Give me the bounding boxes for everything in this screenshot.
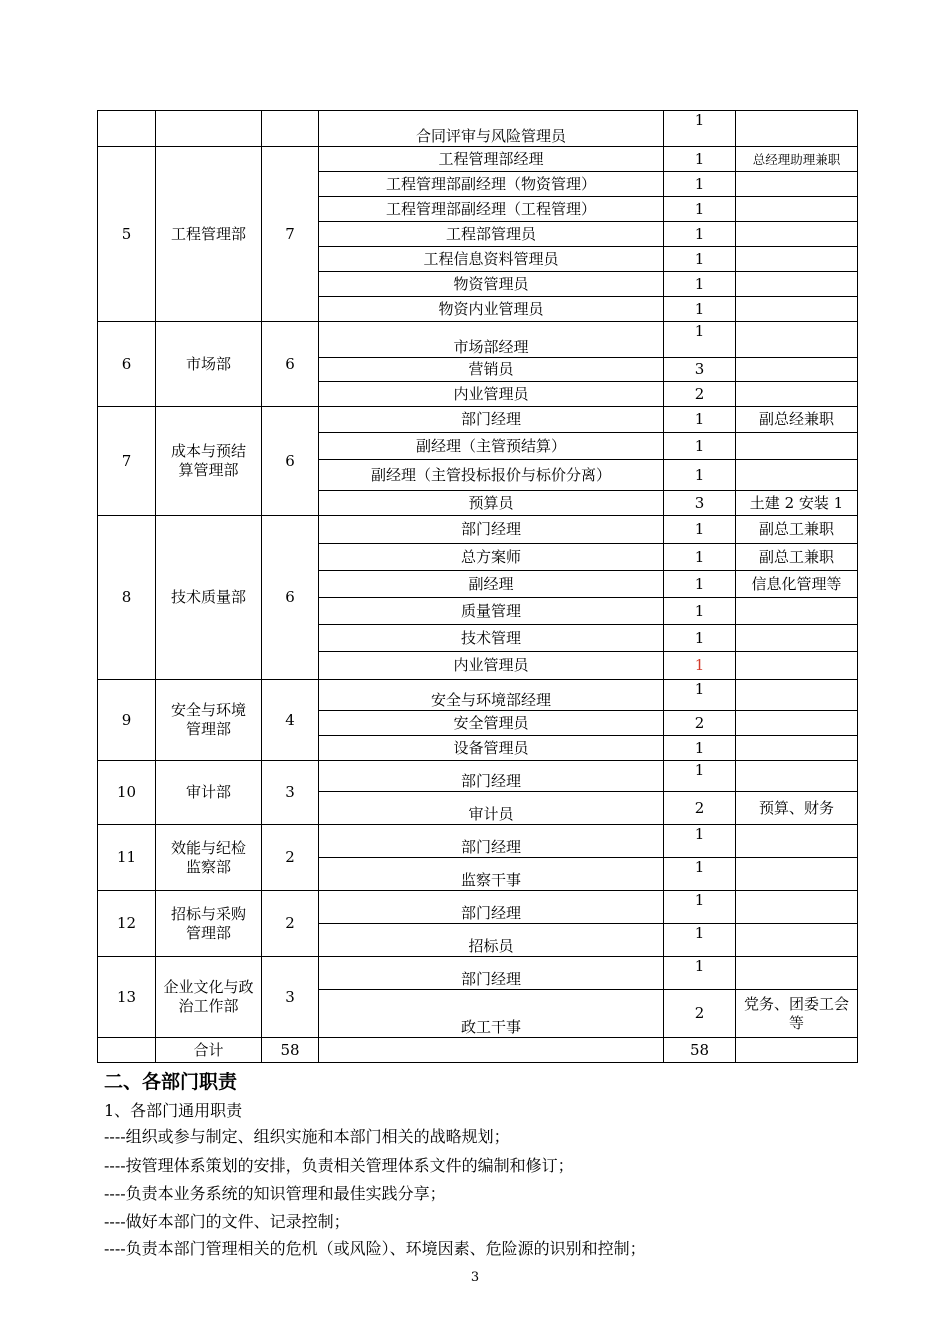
position-name: 总方案师	[319, 544, 664, 571]
position-count: 1	[664, 433, 736, 460]
position-name: 招标员	[319, 924, 664, 957]
dept-number: 10	[98, 761, 156, 825]
position-count: 1	[664, 147, 736, 172]
dept-name: 工程管理部	[156, 147, 262, 322]
position-note	[736, 957, 858, 990]
dept-total	[262, 111, 319, 147]
summary-label: 合计	[156, 1038, 262, 1063]
position-note	[736, 247, 858, 272]
position-count: 1	[664, 924, 736, 957]
position-note	[736, 111, 858, 147]
position-name: 副经理（主管投标报价与标价分离）	[319, 460, 664, 491]
position-note: 预算、财务	[736, 792, 858, 825]
position-name: 部门经理	[319, 825, 664, 858]
position-name: 工程管理部经理	[319, 147, 664, 172]
position-count: 1	[664, 957, 736, 990]
position-name: 工程管理部副经理（物资管理）	[319, 172, 664, 197]
position-note	[736, 358, 858, 382]
position-count: 1	[664, 625, 736, 652]
page-number: 3	[470, 1270, 480, 1285]
position-name: 合同评审与风险管理员	[319, 111, 664, 147]
position-note	[736, 197, 858, 222]
summary-spacer	[98, 1038, 156, 1063]
position-name: 质量管理	[319, 598, 664, 625]
dept-number: 6	[98, 322, 156, 407]
position-note	[736, 297, 858, 322]
position-name: 内业管理员	[319, 652, 664, 680]
position-count: 1	[664, 111, 736, 147]
position-count: 3	[664, 491, 736, 516]
dept-number: 8	[98, 516, 156, 680]
dept-number: 13	[98, 957, 156, 1038]
dept-total: 3	[262, 761, 319, 825]
position-name: 营销员	[319, 358, 664, 382]
dept-total: 7	[262, 147, 319, 322]
position-note	[736, 680, 858, 711]
dept-name: 效能与纪检监察部	[156, 825, 262, 891]
position-count: 2	[664, 792, 736, 825]
dept-number: 7	[98, 407, 156, 516]
duty-item: ----负责本业务系统的知识管理和最佳实践分享；	[104, 1184, 446, 1203]
position-note	[736, 382, 858, 407]
position-note	[736, 172, 858, 197]
dept-total: 4	[262, 680, 319, 761]
position-note: 党务、团委工会等	[736, 990, 858, 1038]
position-count: 1	[664, 736, 736, 761]
position-note	[736, 222, 858, 247]
table-row	[98, 825, 858, 858]
position-name: 审计员	[319, 792, 664, 825]
dept-number: 5	[98, 147, 156, 322]
dept-name: 安全与环境管理部	[156, 680, 262, 761]
position-count: 2	[664, 382, 736, 407]
position-note	[736, 891, 858, 924]
position-count: 1	[664, 891, 736, 924]
position-count: 1	[664, 322, 736, 358]
position-count: 1	[664, 544, 736, 571]
dept-name: 审计部	[156, 761, 262, 825]
position-count: 3	[664, 358, 736, 382]
table-row	[98, 957, 858, 990]
dept-total: 2	[262, 891, 319, 957]
position-name: 安全与环境部经理	[319, 680, 664, 711]
duty-item: ----组织或参与制定、组织实施和本部门相关的战略规划；	[104, 1127, 510, 1146]
position-count: 2	[664, 711, 736, 736]
duty-item: ----负责本部门管理相关的危机（或风险）、环境因素、危险源的识别和控制；	[104, 1239, 646, 1258]
subsection-title: 1、各部门通用职责	[104, 1101, 243, 1120]
position-note: 副总工兼职	[736, 516, 858, 544]
position-name: 安全管理员	[319, 711, 664, 736]
dept-total: 6	[262, 516, 319, 680]
position-name: 市场部经理	[319, 322, 664, 358]
dept-number	[98, 111, 156, 147]
position-note	[736, 460, 858, 491]
position-name: 内业管理员	[319, 382, 664, 407]
dept-total: 3	[262, 957, 319, 1038]
section-title: 二、各部门职责	[104, 1071, 238, 1093]
position-note	[736, 924, 858, 957]
position-name: 部门经理	[319, 761, 664, 792]
position-count: 1	[664, 222, 736, 247]
table-row	[98, 891, 858, 924]
summary-spacer	[319, 1038, 664, 1063]
position-name: 物资管理员	[319, 272, 664, 297]
duty-item: ----按管理体系策划的安排，负责相关管理体系文件的编制和修订；	[104, 1156, 574, 1175]
position-count: 1	[664, 680, 736, 711]
position-note	[736, 598, 858, 625]
position-name: 工程部管理员	[319, 222, 664, 247]
position-count: 1	[664, 247, 736, 272]
table-row	[98, 680, 858, 711]
position-count: 1	[664, 761, 736, 792]
dept-name: 招标与采购管理部	[156, 891, 262, 957]
position-count: 1	[664, 825, 736, 858]
position-note	[736, 625, 858, 652]
table-row	[98, 407, 858, 433]
dept-name: 技术质量部	[156, 516, 262, 680]
position-name: 副经理（主管预结算）	[319, 433, 664, 460]
table-row	[98, 111, 858, 147]
position-note: 副总经兼职	[736, 407, 858, 433]
position-count: 1	[664, 652, 736, 680]
summary-row	[98, 1038, 858, 1063]
position-note	[736, 433, 858, 460]
position-count: 1	[664, 407, 736, 433]
position-name: 物资内业管理员	[319, 297, 664, 322]
dept-name: 市场部	[156, 322, 262, 407]
dept-name: 企业文化与政治工作部	[156, 957, 262, 1038]
dept-name	[156, 111, 262, 147]
position-note	[736, 652, 858, 680]
dept-number: 12	[98, 891, 156, 957]
table-row	[98, 147, 858, 172]
position-name: 设备管理员	[319, 736, 664, 761]
position-count: 1	[664, 297, 736, 322]
summary-count: 58	[664, 1038, 736, 1063]
position-name: 部门经理	[319, 516, 664, 544]
duty-item: ----做好本部门的文件、记录控制；	[104, 1212, 350, 1231]
position-note: 土建 2 安装 1	[736, 491, 858, 516]
position-count: 1	[664, 197, 736, 222]
staffing-table	[97, 110, 858, 1063]
position-note	[736, 272, 858, 297]
position-count: 1	[664, 598, 736, 625]
position-name: 政工干事	[319, 990, 664, 1038]
table-row	[98, 761, 858, 792]
position-name: 监察干事	[319, 858, 664, 891]
position-note	[736, 711, 858, 736]
dept-total: 6	[262, 407, 319, 516]
table-row	[98, 322, 858, 358]
position-note	[736, 761, 858, 792]
summary-total: 58	[262, 1038, 319, 1063]
position-name: 部门经理	[319, 407, 664, 433]
table-row	[98, 516, 858, 544]
position-note: 总经理助理兼职	[736, 147, 858, 172]
position-note: 副总工兼职	[736, 544, 858, 571]
position-name: 部门经理	[319, 891, 664, 924]
position-count: 1	[664, 272, 736, 297]
dept-total: 6	[262, 322, 319, 407]
position-count: 1	[664, 172, 736, 197]
dept-total: 2	[262, 825, 319, 891]
position-note	[736, 858, 858, 891]
position-count: 1	[664, 571, 736, 598]
position-note	[736, 736, 858, 761]
position-note	[736, 322, 858, 358]
position-count: 2	[664, 990, 736, 1038]
position-name: 预算员	[319, 491, 664, 516]
position-name: 副经理	[319, 571, 664, 598]
position-note	[736, 825, 858, 858]
position-name: 工程信息资料管理员	[319, 247, 664, 272]
dept-number: 11	[98, 825, 156, 891]
position-count: 1	[664, 460, 736, 491]
position-name: 工程管理部副经理（工程管理）	[319, 197, 664, 222]
position-count: 1	[664, 858, 736, 891]
position-name: 技术管理	[319, 625, 664, 652]
dept-number: 9	[98, 680, 156, 761]
position-count: 1	[664, 516, 736, 544]
dept-name: 成本与预结算管理部	[156, 407, 262, 516]
position-note: 信息化管理等	[736, 571, 858, 598]
position-name: 部门经理	[319, 957, 664, 990]
summary-spacer	[736, 1038, 858, 1063]
